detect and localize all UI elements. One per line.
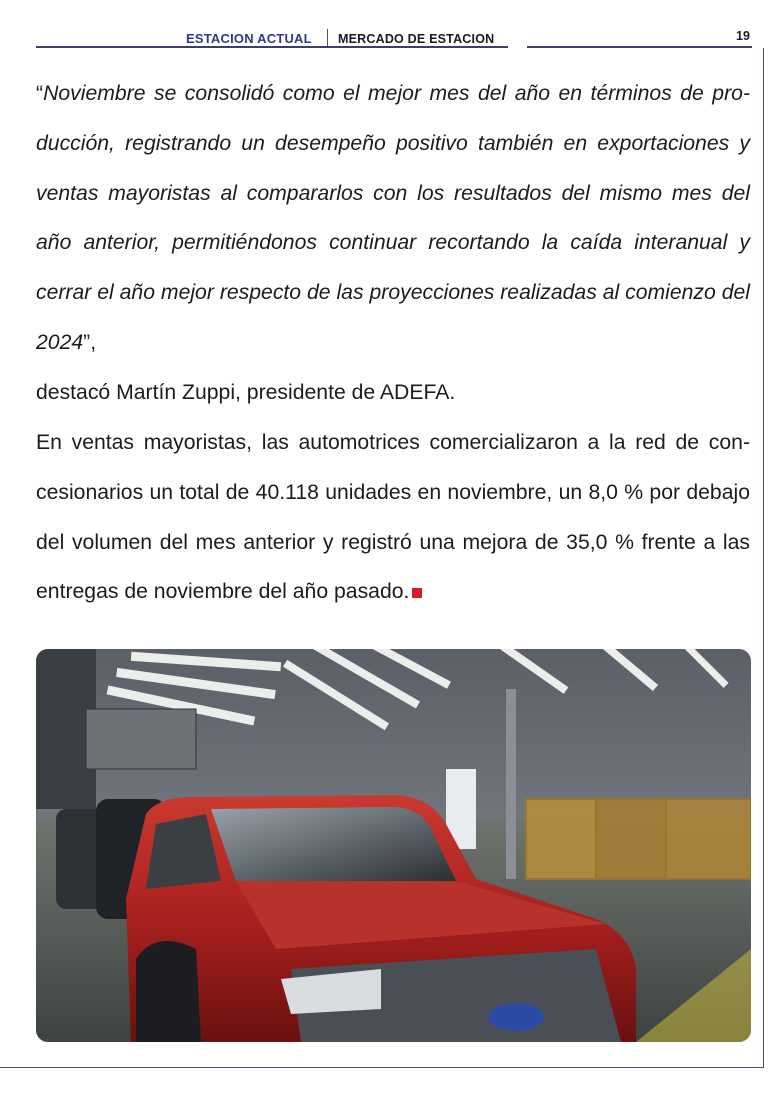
quote-text: Noviembre se consolidó como el mejor mes del año en términos de producción, registrando un desempeño positivo también en exportaciones y ventas mayoristas al compararlos con los resultados del mismo mes del año anterior, permitiéndonos continuar recortando la caída interanual y cerrar el año mejor respecto de las proyecciones realizadas al comienzo del 2024 [36,82,750,354]
end-of-article-mark [412,588,422,598]
sales-text: En ventas mayoristas, las automotrices comercializaron a la red de concesionarios un total de 40.118 unidades en noviembre, un 8,0 % por debajo del volumen del mes anterior y registró una mejora de 35,0 % frente a las entregas de noviembre del año pasado. [36,431,750,604]
header-title: MERCADO DE ESTACION [338,32,495,46]
header-rule-left [36,46,508,48]
close-quote: ”, [83,330,97,354]
header-section-label: ESTACION ACTUAL [186,31,312,46]
sales-paragraph [36,418,750,617]
header-rule-right [527,46,752,48]
factory-photo-illustration [36,649,751,1042]
open-quote: “ [36,82,44,105]
quote-attribution: destacó Martín Zuppi, presidente de ADEFA. [36,380,456,404]
quote-paragraph [36,69,750,418]
header-separator [327,29,328,46]
factory-photo [36,649,751,1042]
page-number: 19 [736,29,750,43]
